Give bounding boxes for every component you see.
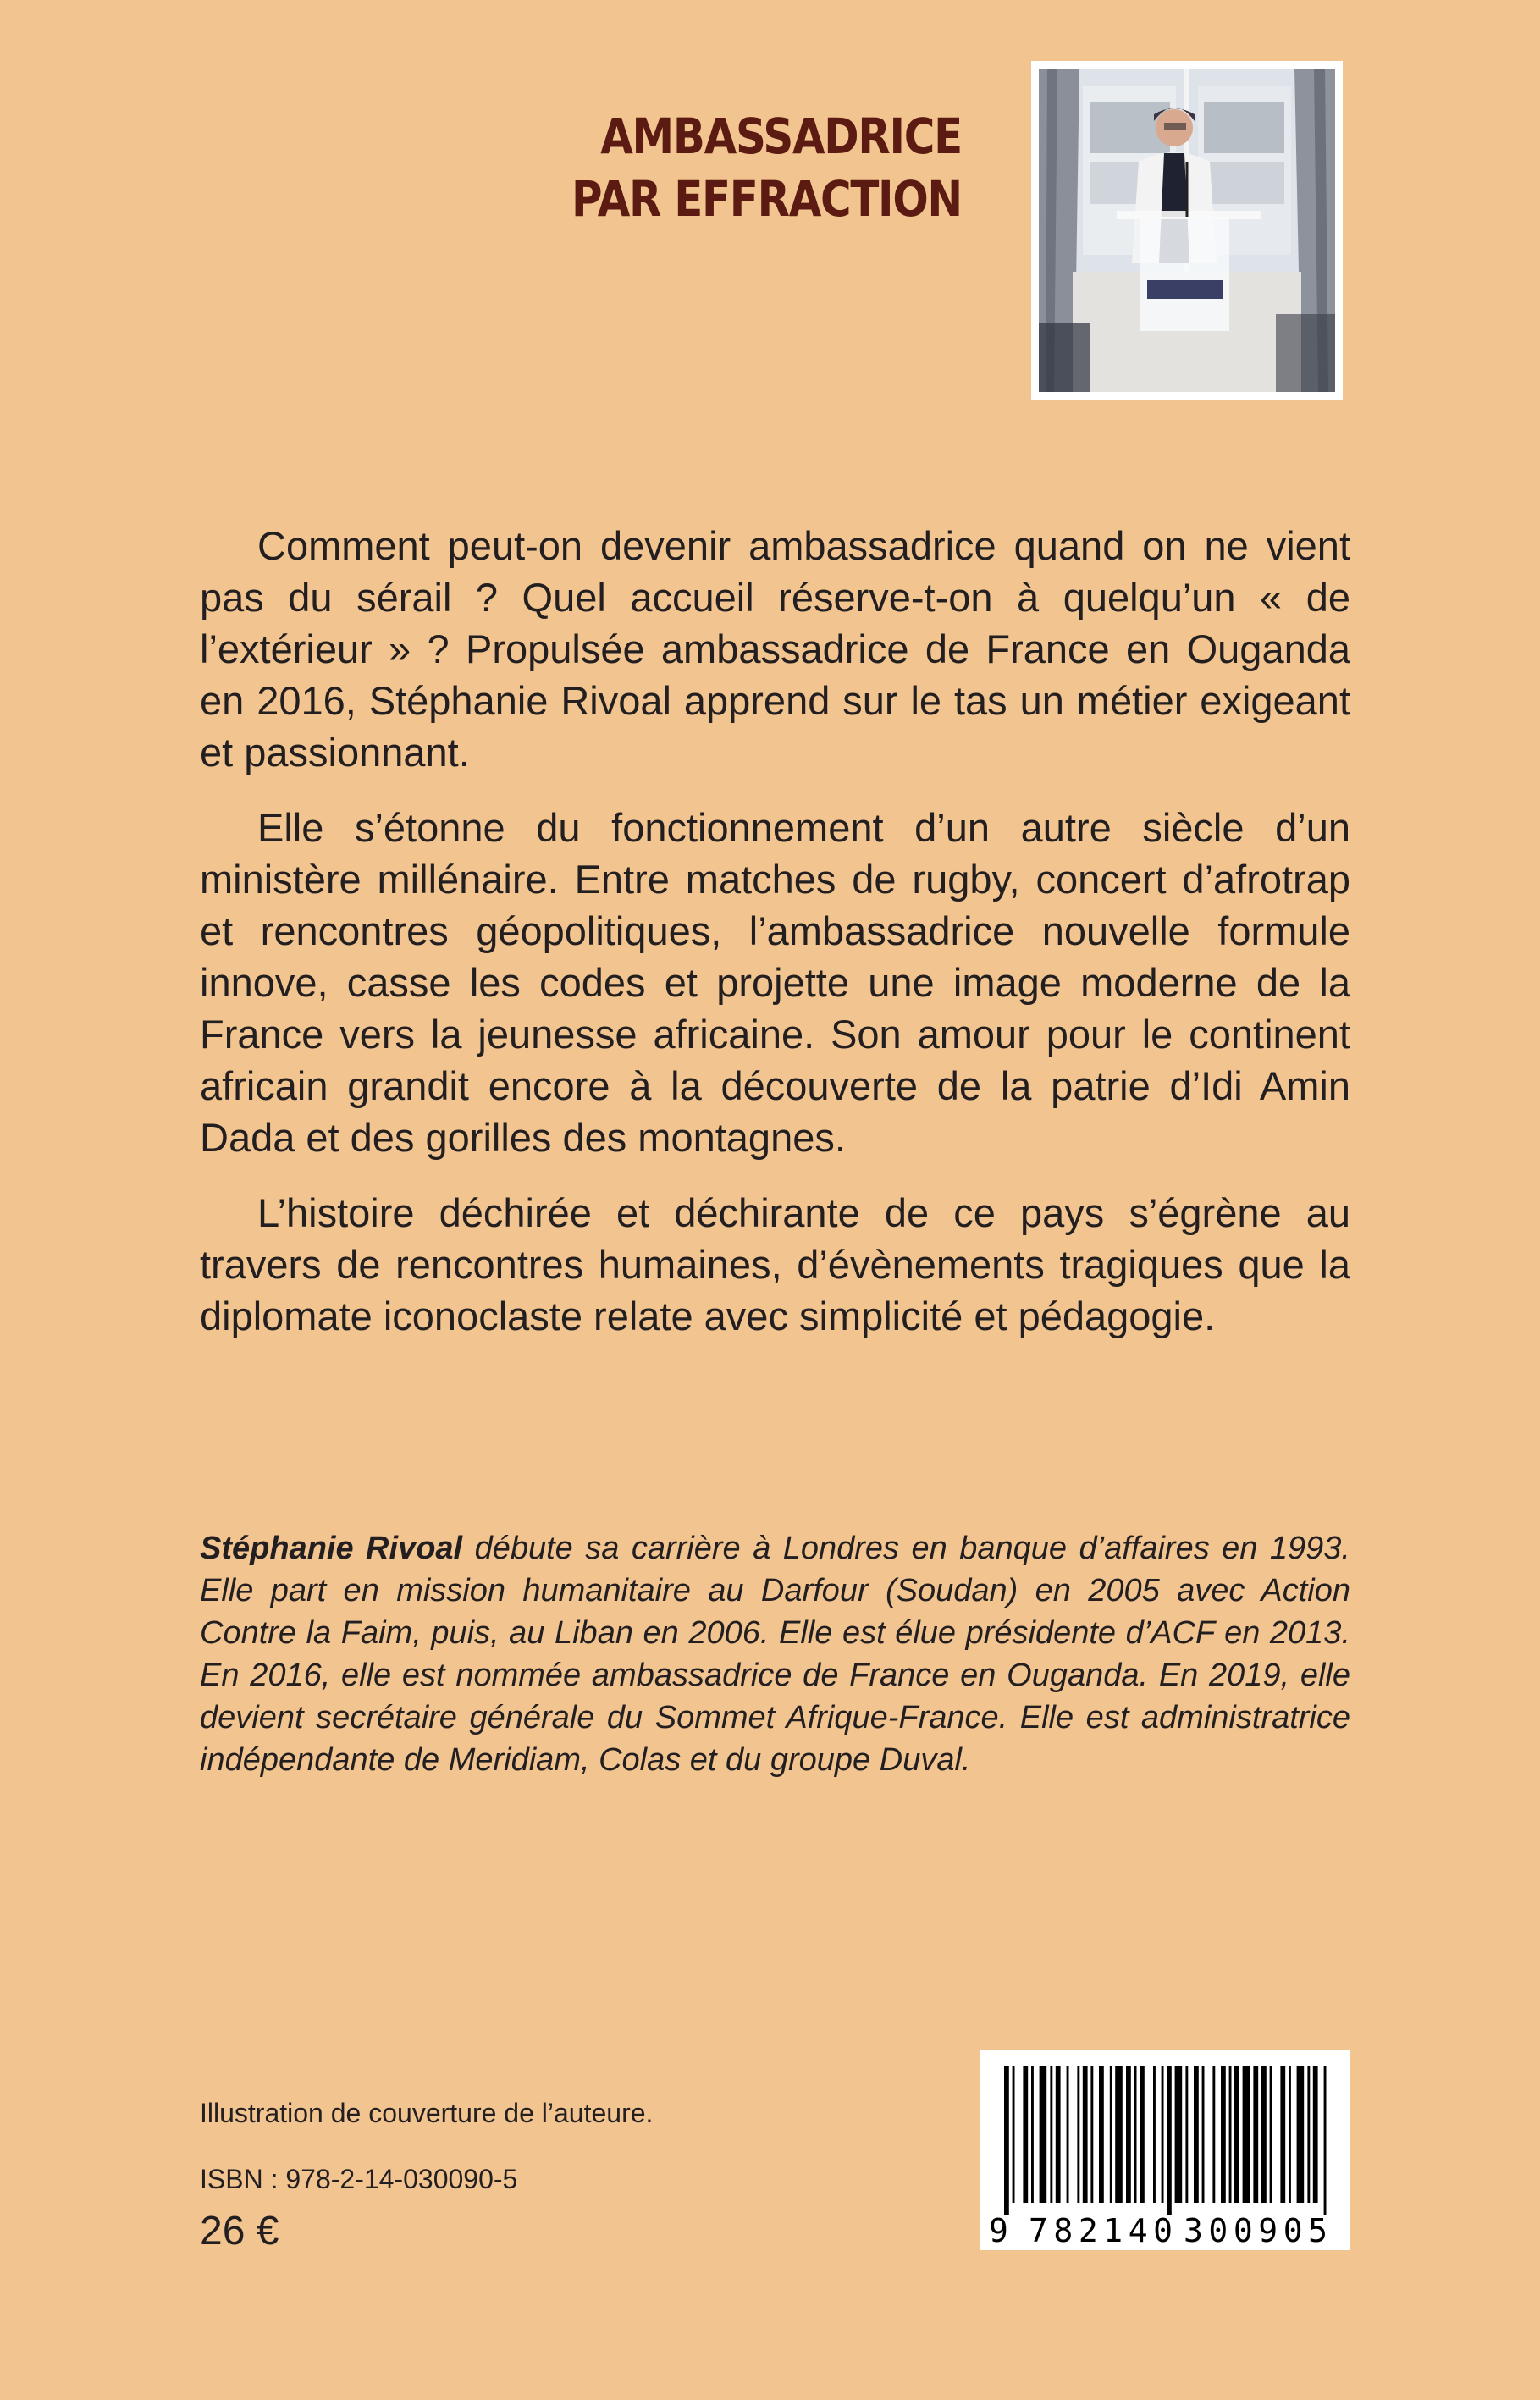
barcode-bar xyxy=(1110,2066,1112,2203)
title-line-2: PAR EFFRACTION xyxy=(571,170,962,228)
blurb-paragraph-2: Elle s’étonne du fonctionnement d’un autre siècle d’un ministère millénaire. Entre matches de rugby, concert d’afrotrap et rencontres géopolitiques, l’ambassadrice nouvelle formule innove, casse les codes et projette une image moderne de la France vers la jeunesse africaine. Son amour pour le continent africain grandit encore à la découverte de la patrie d’Idi Amin Dada et des gorilles des montagnes. xyxy=(200,805,1350,1160)
author-bio-text: débute sa carrière à Londres en banque d’affaires en 1993. Elle part en mission humanitaire au Darfour (Soudan) en 2005 avec Action Contre la Faim, puis, au Liban en 2006. Elle est élue présidente d’ACF en 2013. En 2016, elle est nommée ambassadrice de France en Ouganda. En 2019, elle devient secrétaire générale du Sommet Afrique-France. Elle est administratrice indépendante de Meridiam, Colas et du groupe Duval. xyxy=(200,1531,1350,1778)
barcode-bar xyxy=(1050,2066,1052,2203)
barcode-bar xyxy=(1229,2066,1232,2203)
barcode-group-1: 782140 xyxy=(1029,2212,1173,2249)
barcode-bar xyxy=(1134,2066,1137,2203)
barcode-bar xyxy=(1031,2066,1034,2203)
barcode-bar xyxy=(1140,2066,1145,2203)
barcode-bar xyxy=(1115,2066,1123,2203)
cover-credit: Illustration de couverture de l’auteure. xyxy=(200,2098,654,2128)
barcode-bar xyxy=(1185,2066,1188,2203)
barcode-bar xyxy=(1023,2066,1028,2203)
author-name: Stéphanie Rivoal xyxy=(200,1531,463,1566)
barcode-bar xyxy=(1261,2066,1267,2203)
barcode-graphic xyxy=(980,2050,1350,2250)
barcode-bar xyxy=(1099,2066,1104,2203)
barcode-first-digit: 9 xyxy=(989,2212,1008,2249)
title-line-1: AMBASSADRICE xyxy=(600,108,962,165)
barcode-bar xyxy=(1194,2066,1199,2203)
barcode-bar xyxy=(1013,2066,1015,2203)
barcode-bar xyxy=(1324,2066,1327,2215)
isbn: ISBN : 978-2-14-030090-5 xyxy=(200,2164,518,2194)
back-cover-blurb xyxy=(200,520,1350,1366)
barcode-bar xyxy=(1289,2066,1291,2203)
barcode-bar xyxy=(1167,2066,1172,2215)
barcode-bar xyxy=(1083,2066,1088,2203)
barcode xyxy=(980,2050,1350,2250)
author-bio xyxy=(200,1527,1350,1781)
barcode-bar xyxy=(1153,2066,1156,2203)
barcode-bar xyxy=(1040,2066,1047,2203)
barcode-bar xyxy=(1280,2066,1285,2203)
barcode-bar xyxy=(1234,2066,1239,2203)
barcode-bar xyxy=(1297,2066,1305,2203)
barcode-bar xyxy=(1067,2066,1069,2203)
barcode-bar xyxy=(1221,2066,1226,2203)
barcode-bar xyxy=(1126,2066,1131,2203)
barcode-bar xyxy=(1270,2066,1272,2203)
barcode-group-2: 300905 xyxy=(1184,2212,1327,2249)
barcode-bar xyxy=(1056,2066,1061,2203)
barcode-bar xyxy=(1090,2066,1093,2203)
barcode-bar xyxy=(1313,2066,1318,2203)
barcode-bar xyxy=(1243,2066,1250,2203)
barcode-bar xyxy=(1307,2066,1310,2203)
book-title xyxy=(571,105,962,230)
barcode-bar xyxy=(1253,2066,1258,2203)
barcode-bars xyxy=(1004,2066,1327,2215)
blurb-paragraph-1: Comment peut-on devenir ambassadrice quand on ne vient pas du sérail ? Quel accueil réserve-t-on à quelqu’un « de l’extérieur » ? Propulsée ambassadrice de France en Ouganda en 2016, Stéphanie Rivoal apprend sur le tas un métier exigeant et passionnant. xyxy=(200,523,1350,775)
price: 26 € xyxy=(200,2209,279,2254)
author-photo xyxy=(1031,61,1343,400)
author-photo-illustration xyxy=(1039,69,1335,392)
barcode-bar xyxy=(1077,2066,1079,2203)
barcode-bar xyxy=(1212,2066,1215,2203)
barcode-bar xyxy=(1175,2066,1183,2203)
barcode-bar xyxy=(1004,2066,1009,2215)
blurb-paragraph-3: L’histoire déchirée et déchirante de ce pays s’égrène au travers de rencontres humaines, d’évènements tragiques que la diplomate iconoclaste relate avec simplicité et pédagogie. xyxy=(200,1190,1350,1338)
barcode-bar xyxy=(1162,2066,1164,2203)
barcode-bar xyxy=(1202,2066,1205,2203)
